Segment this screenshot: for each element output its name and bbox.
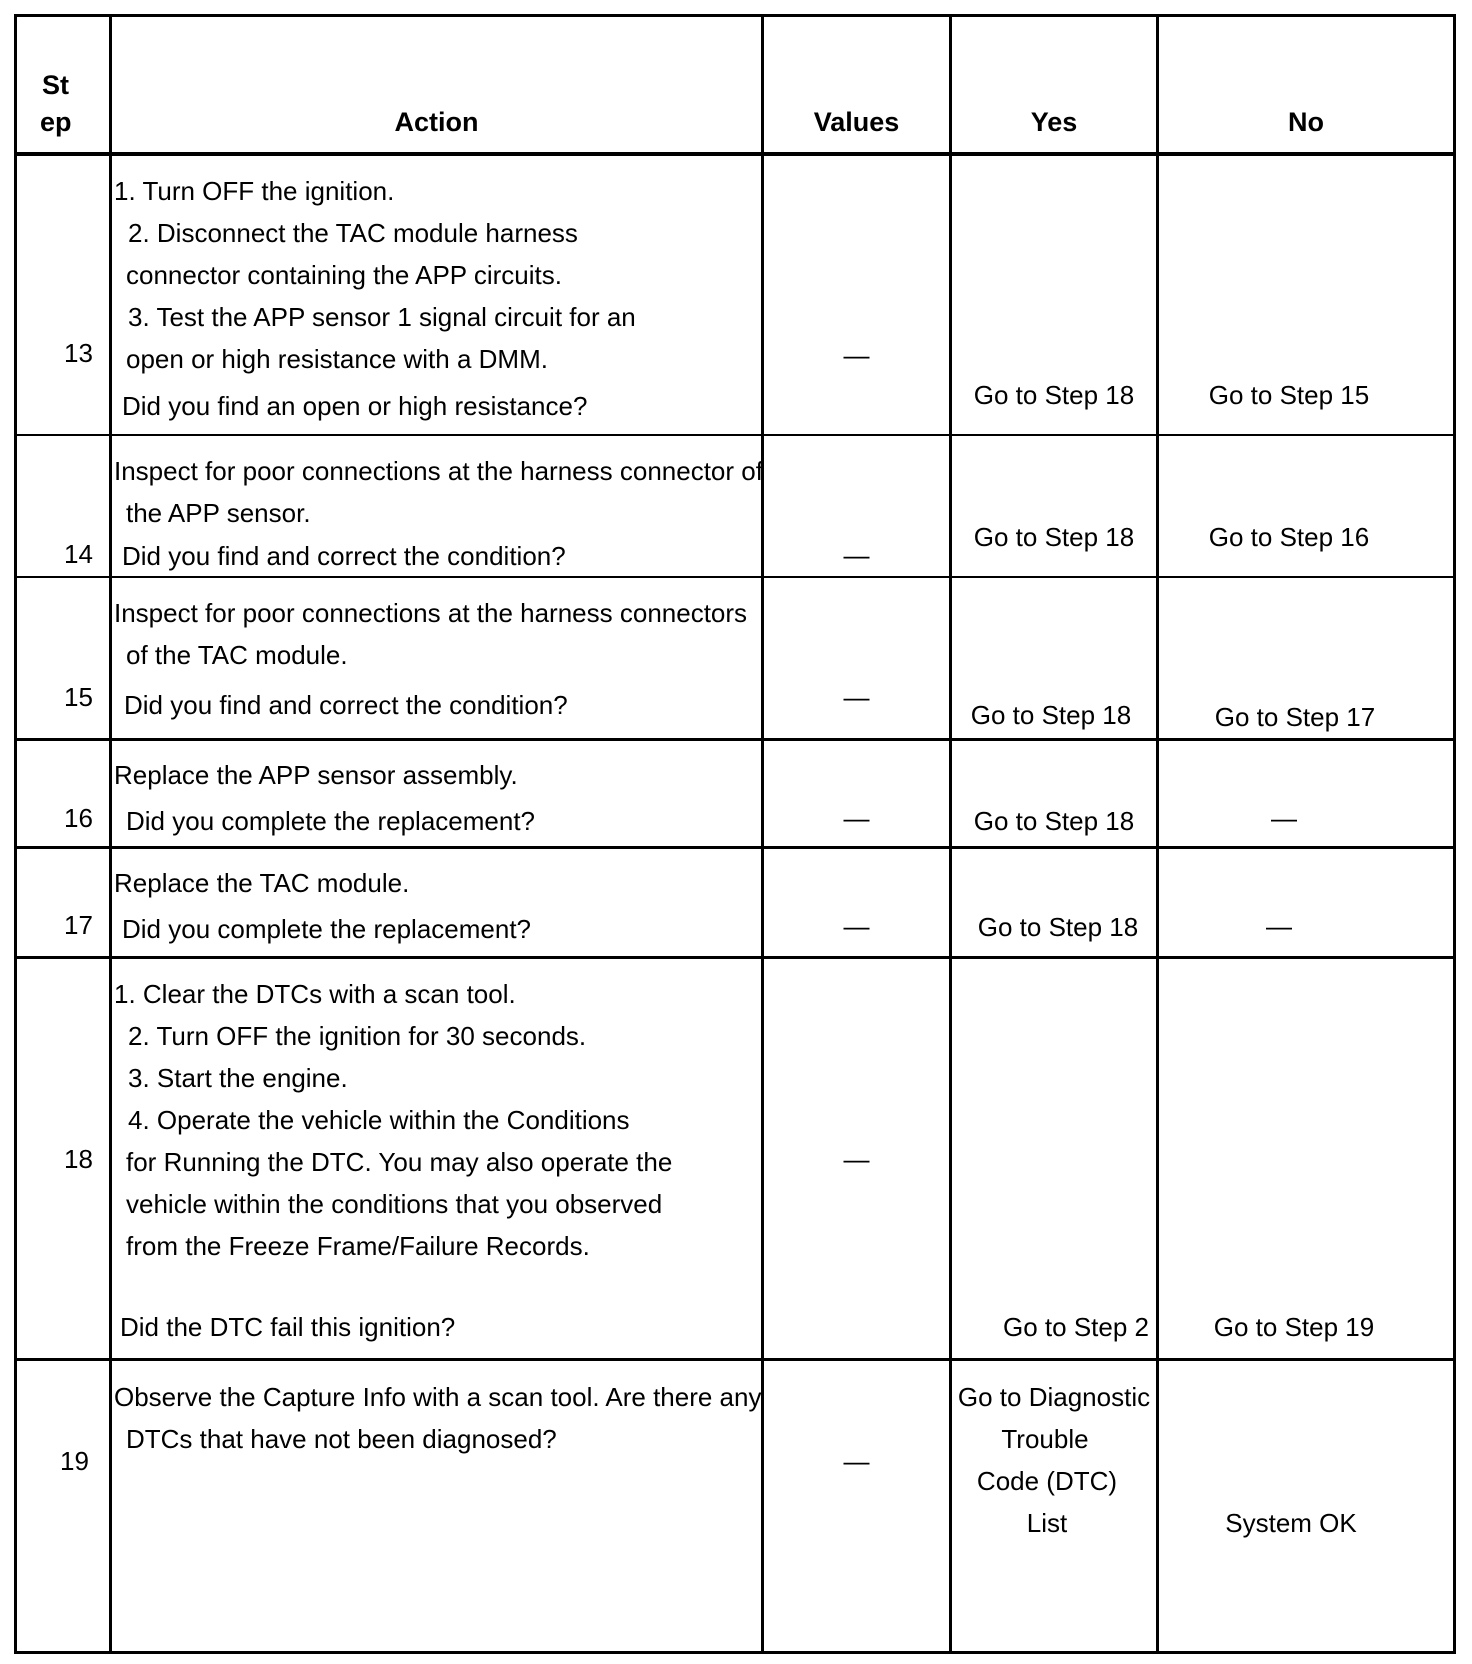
values-cell: — [843, 1446, 870, 1476]
header-step-line1: St [42, 70, 69, 100]
action-line: for Running the DTC. You may also operate the [126, 1147, 673, 1177]
table-border-left [14, 14, 17, 1654]
yes-cell: Go to Step 18 [970, 700, 1132, 730]
row-separator [14, 1358, 1456, 1361]
no-cell: Go to Step 15 [1208, 380, 1370, 410]
action-line: Replace the APP sensor assembly. [114, 760, 518, 790]
no-cell: — [1266, 911, 1292, 941]
table-border-right [1453, 14, 1456, 1654]
values-cell: — [843, 911, 870, 941]
action-line: 2. Disconnect the TAC module harness [128, 218, 578, 248]
header-yes: Yes [1030, 107, 1078, 137]
values-cell: — [843, 1144, 870, 1174]
step-number: 19 [60, 1446, 89, 1476]
action-line: 3. Test the APP sensor 1 signal circuit for an [128, 302, 636, 332]
action-line: Inspect for poor connections at the harness connector of [114, 456, 763, 486]
yes-cell: Go to Step 18 [973, 380, 1135, 410]
action-line: 3. Start the engine. [128, 1063, 348, 1093]
header-step-line2: ep [40, 107, 72, 137]
action-line: vehicle within the conditions that you observed [126, 1189, 663, 1219]
header-values: Values [813, 107, 900, 137]
action-line: 2. Turn OFF the ignition for 30 seconds. [128, 1021, 587, 1051]
no-cell: System OK [1225, 1508, 1357, 1538]
row-separator [14, 846, 1456, 849]
step-number: 13 [64, 338, 93, 368]
step-number: 16 [64, 803, 93, 833]
step-number: 14 [64, 539, 93, 569]
action-question: Did you complete the replacement? [126, 806, 536, 836]
table-border-top [14, 14, 1456, 17]
header-action: Action [394, 107, 479, 137]
column-separator [109, 14, 112, 1654]
action-line: from the Freeze Frame/Failure Records. [126, 1231, 590, 1261]
step-number: 17 [64, 910, 93, 940]
action-line: Inspect for poor connections at the harness connectors [114, 598, 748, 628]
action-line: connector containing the APP circuits. [126, 260, 562, 290]
row-separator [14, 576, 1456, 578]
yes-cell-line: Code (DTC) [976, 1466, 1118, 1496]
action-line: 1. Clear the DTCs with a scan tool. [114, 979, 516, 1009]
no-cell: Go to Step 16 [1208, 522, 1370, 552]
header-no: No [1288, 107, 1324, 137]
action-line: of the TAC module. [126, 640, 348, 670]
column-separator [1156, 14, 1159, 1654]
no-cell: — [1271, 803, 1297, 833]
diagnostic-table [14, 14, 1456, 1654]
no-cell: Go to Step 19 [1213, 1312, 1375, 1342]
header-separator [14, 152, 1456, 156]
action-line: Replace the TAC module. [114, 868, 410, 898]
action-line: 4. Operate the vehicle within the Conditions [128, 1105, 630, 1135]
row-separator [14, 956, 1456, 959]
no-cell: Go to Step 17 [1214, 702, 1376, 732]
row-separator [14, 738, 1456, 741]
action-question: Did you find and correct the condition? [124, 690, 568, 720]
yes-cell: Go to Step 2 [1003, 1312, 1149, 1342]
action-line: the APP sensor. [126, 498, 311, 528]
values-cell: — [843, 682, 870, 712]
yes-cell-line: Trouble [1001, 1424, 1089, 1454]
yes-cell: Go to Step 18 [977, 912, 1139, 942]
action-question: Did you find an open or high resistance? [122, 391, 588, 421]
values-cell: — [843, 540, 870, 570]
step-number: 18 [64, 1144, 93, 1174]
values-cell: — [843, 340, 870, 370]
action-line: Observe the Capture Info with a scan tool. Are there any [114, 1382, 762, 1412]
action-question: Did you complete the replacement? [122, 914, 532, 944]
action-line: open or high resistance with a DMM. [126, 344, 548, 374]
table-border-bottom [14, 1651, 1456, 1654]
action-question: Did the DTC fail this ignition? [120, 1312, 456, 1342]
action-question: Did you find and correct the condition? [122, 541, 566, 571]
yes-cell-line: List [1026, 1508, 1068, 1538]
values-cell: — [843, 803, 870, 833]
yes-cell: Go to Step 18 [973, 806, 1135, 836]
step-number: 15 [64, 682, 93, 712]
row-separator [14, 434, 1456, 436]
yes-cell-line: Go to Diagnostic [957, 1382, 1151, 1412]
action-line: 1. Turn OFF the ignition. [114, 176, 395, 206]
action-line: DTCs that have not been diagnosed? [126, 1424, 557, 1454]
yes-cell: Go to Step 18 [973, 522, 1135, 552]
